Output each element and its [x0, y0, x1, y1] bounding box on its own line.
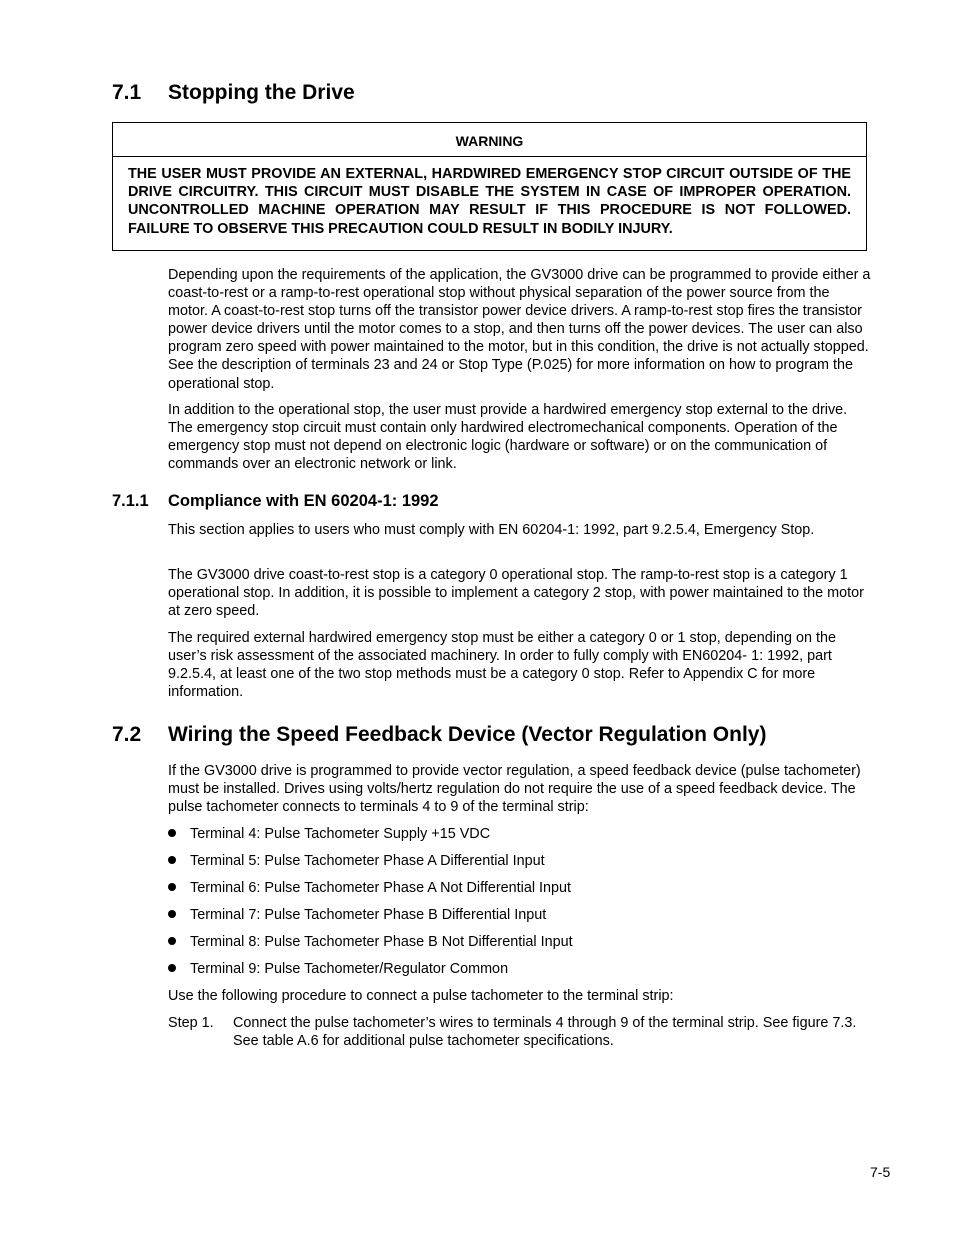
bullet-icon [168, 964, 176, 972]
list-item [168, 960, 508, 978]
bullet-icon [168, 856, 176, 864]
step-label: Step 1. [168, 1015, 214, 1031]
section-heading-7-2 [112, 722, 766, 748]
section-heading-7-1-1 [112, 491, 439, 511]
page-number: 7-5 [870, 1164, 891, 1180]
paragraph-speed-feedback-intro: If the GV3000 drive is programmed to provide vector regulation, a speed feedback device (pulse tachometer) must be installed. Drives using volts/hertz regulation do not require the use of a speed feedback device. The pulse tachometer connects to terminals 4 to 9 of the terminal strip: [168, 763, 861, 816]
procedure-step [168, 1014, 868, 1050]
list-item-text: Terminal 8: Pulse Tachometer Phase B Not Differential Input [190, 934, 573, 950]
list-item-text: Terminal 7: Pulse Tachometer Phase B Differential Input [190, 907, 547, 923]
paragraph-emergency-stop: In addition to the operational stop, the user must provide a hardwired emergency stop external to the drive. The emergency stop circuit must contain only hardwired electromechanical components. Operation of the emergency stop must not depend on electronic logic (hardware or software) or on the communication of commands over an electronic network or link. [168, 402, 848, 473]
paragraph-operational-stop: Depending upon the requirements of the application, the GV3000 drive can be programmed to provide either a coast-to-rest or a ramp-to-rest operational stop without physical separation of the power source from the motor. A coast-to-rest stop turns off the transistor power device drivers. A ramp-to-rest stop fires the transistor power device drivers until the motor comes to a stop, and then turns off the power devices. The user can also program zero speed with power maintained to the motor, but in this condition, the drive is not actually stopped. See the description of terminals 23 and 24 or Stop Type (P.025) for more information on how to program the operational stop. [168, 267, 871, 392]
section-heading-7-1 [112, 80, 355, 106]
section-title: Compliance with EN 60204-1: 1992 [168, 492, 439, 510]
bullet-icon [168, 910, 176, 918]
section-number: 7.2 [112, 723, 142, 746]
section-number: 7.1.1 [112, 492, 149, 510]
list-item [168, 879, 571, 897]
section-title: Wiring the Speed Feedback Device (Vector Regulation Only) [168, 723, 767, 746]
bullet-icon [168, 937, 176, 945]
bullet-icon [168, 829, 176, 837]
paragraph-procedure-intro: Use the following procedure to connect a pulse tachometer to the terminal strip: [168, 988, 674, 1004]
list-item-text: Terminal 4: Pulse Tachometer Supply +15 VDC [190, 826, 491, 842]
list-item [168, 933, 573, 951]
warning-text: THE USER MUST PROVIDE AN EXTERNAL, HARDWIRED EMERGENCY STOP CIRCUIT OUTSIDE OF THE DRIVE CIRCUITRY. THIS CIRCUIT MUST DISABLE THE SYSTEM IN CASE OF IMPROPER OPERATION. UNCONTROLLED MACHINE OPERATION MAY RESULT IF THIS PROCEDURE IS NOT FOLLOWED. FAILURE TO OBSERVE THIS PRECAUTION COULD RESULT IN BODILY INJURY. [128, 166, 851, 237]
list-item-text: Terminal 5: Pulse Tachometer Phase A Differential Input [190, 853, 545, 869]
paragraph-stop-categories: The GV3000 drive coast-to-rest stop is a category 0 operational stop. The ramp-to-rest stop is a category 1 operational stop. In addition, it is possible to implement a category 2 stop, with power maintained to the motor at zero speed. [168, 567, 864, 620]
warning-box [112, 122, 867, 251]
bullet-icon [168, 883, 176, 891]
list-item [168, 852, 545, 870]
section-title: Stopping the Drive [168, 81, 355, 104]
warning-title: WARNING [113, 123, 866, 157]
paragraph-compliance-scope: This section applies to users who must comply with EN 60204-1: 1992, part 9.2.5.4, Emergency Stop. [168, 522, 815, 538]
list-item [168, 825, 490, 843]
step-text: Connect the pulse tachometer’s wires to terminals 4 through 9 of the terminal strip. See figure 7.3. See table A.6 for additional pulse tachometer specifications. [233, 1015, 857, 1050]
list-item-text: Terminal 9: Pulse Tachometer/Regulator Common [190, 961, 509, 977]
list-item-text: Terminal 6: Pulse Tachometer Phase A Not Differential Input [190, 880, 572, 896]
section-number: 7.1 [112, 81, 142, 104]
paragraph-required-stop: The required external hardwired emergency stop must be either a category 0 or 1 stop, depending on the user’s risk assessment of the associated machinery. In order to fully comply with EN60204- 1: 1992, part 9.2.5.4, at least one of the two stop methods must be a category 0 stop. Refer to Appendix C for more information. [168, 630, 836, 701]
list-item [168, 906, 546, 924]
